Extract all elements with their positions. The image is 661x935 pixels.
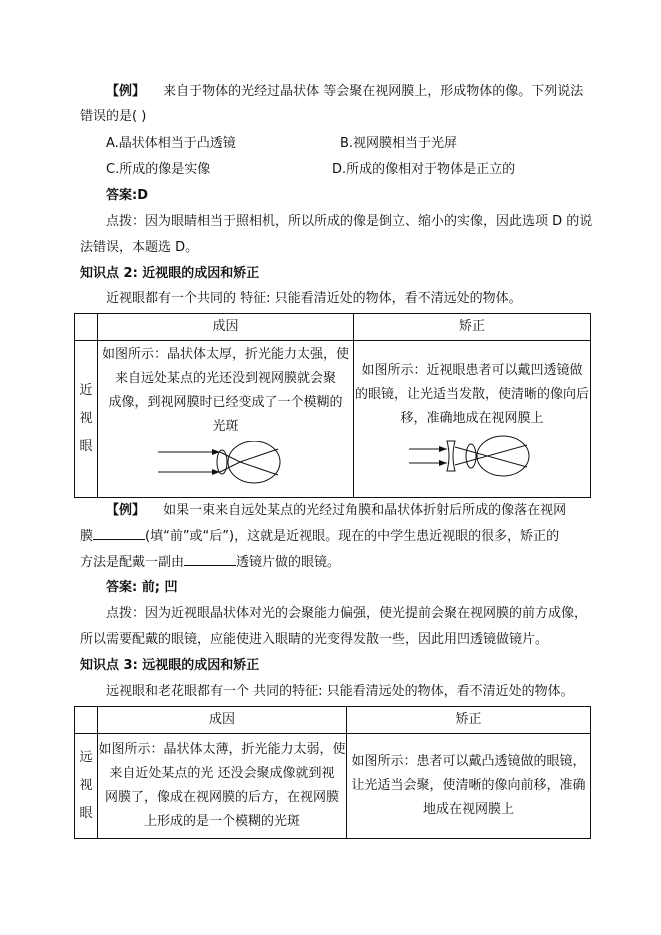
- myopia-row-label-cell: [75, 341, 98, 498]
- myopia-header-cause: 成因: [98, 314, 354, 341]
- example-2-answer: 答案: 前; 凹: [106, 580, 178, 595]
- example-2-hint-line-2: 所以需要配戴的眼镜，应能使进入眼睛的光变得发散一些，因此用凹透镜做镜片。: [80, 632, 549, 647]
- hyperopia-table: [74, 706, 591, 839]
- kp2-intro: 近视眼都有一个共同的 特征: 只能看清近处的物体，看不清远处的物体。: [106, 291, 522, 306]
- hyperopia-header-fix: 矫正: [347, 707, 591, 734]
- hyperopia-fix-cell: [347, 734, 591, 839]
- myopia-cause-cell: [98, 341, 354, 498]
- option-c: C.所成的像是实像: [106, 162, 211, 177]
- blank-front-back: [93, 527, 145, 540]
- myopia-row-label: 近视眼: [79, 383, 93, 454]
- myopia-cause-text: 如图所示：晶状体太厚，折光能力太强，使 来自远处某点的光还没到视网膜就会聚 成像，到视网膜时已经变成了一个模糊的 光斑: [101, 347, 349, 434]
- example-tag: 【例】: [106, 84, 146, 99]
- kp3-intro: 远视眼和老花眼都有一个 共同的特征: 只能看清远处的物体，看不清近处的物体。: [106, 684, 574, 699]
- example-1-question-line-2: 错误的是( ): [80, 109, 147, 124]
- hyperopia-row-label-cell: [75, 734, 98, 839]
- example-1-question-line-1: 【例】 来自于物体的光经过晶状体 等会聚在视网膜上，形成物体的像。下列说法: [106, 84, 584, 99]
- example-2-question-line-2: 膜 (填“前”或“后”)，这就是近视眼。现在的中学生患近视眼的很多，矫正的: [80, 529, 560, 544]
- myopia-header-fix: 矫正: [354, 314, 591, 341]
- option-d: D.所成的像相对于物体是正立的: [332, 162, 516, 177]
- example-1-answer: 答案:D: [106, 188, 148, 203]
- example-tag: 【例】: [106, 503, 146, 518]
- myopia-table-empty-header: [75, 314, 98, 341]
- example-1-hint-line-2: 法错误，本题选 D。: [80, 240, 199, 255]
- myopia-fix-cell: [354, 341, 591, 498]
- hyperopia-fix-text: 如图所示：患者可以戴凸透镜做的眼镜， 让光适当会聚，使清晰的像向前移，准确 地成在视网膜上: [351, 754, 586, 817]
- example-1-hint-line-1: 点拨：因为眼睛相当于照相机，所以所成的像是倒立、缩小的实像，因此选项 D 的说: [106, 214, 593, 229]
- hyperopia-table-empty-header: [75, 707, 98, 734]
- concave-lens-eye-diagram: [407, 435, 537, 479]
- hyperopia-cause-cell: [98, 734, 347, 839]
- myopia-fix-text: 如图所示：近视眼患者可以戴凹透镜做 的眼镜，让光适当发散，使清晰的像向后 移，准确地成在视网膜上: [354, 363, 589, 426]
- option-b: B.视网膜相当于光屏: [340, 136, 458, 151]
- hyperopia-cause-text: 如图所示：晶状体太薄，折光能力太弱，使 来自近处某点的光 还没会聚成像就到视 网膜了，像成在视网膜的后方，在视网膜 上形成的是一个模糊的光斑: [98, 742, 346, 829]
- myopia-table: [74, 313, 591, 498]
- blank-lens-type: [184, 553, 236, 566]
- example-2-question-line-1: 【例】 如果一束来自远处某点的光经过角膜和晶状体折射后所成的像落在视网: [106, 503, 567, 518]
- kp3-title: 知识点 3: 远视眼的成因和矫正: [80, 658, 260, 673]
- example-2-hint-line-1: 点拨：因为近视眼晶状体对光的会聚能力偏强，使光提前会聚在视网膜的前方成像，: [106, 606, 588, 621]
- kp2-title: 知识点 2: 近视眼的成因和矫正: [80, 266, 260, 281]
- option-a: A.晶状体相当于凸透镜: [106, 136, 236, 151]
- example-2-question-line-3: 方法是配戴一副由 透镜片做的眼镜。: [80, 555, 341, 570]
- myopia-eye-diagram: [156, 441, 296, 485]
- hyperopia-row-label: 远视眼: [79, 750, 93, 821]
- hyperopia-header-cause: 成因: [98, 707, 347, 734]
